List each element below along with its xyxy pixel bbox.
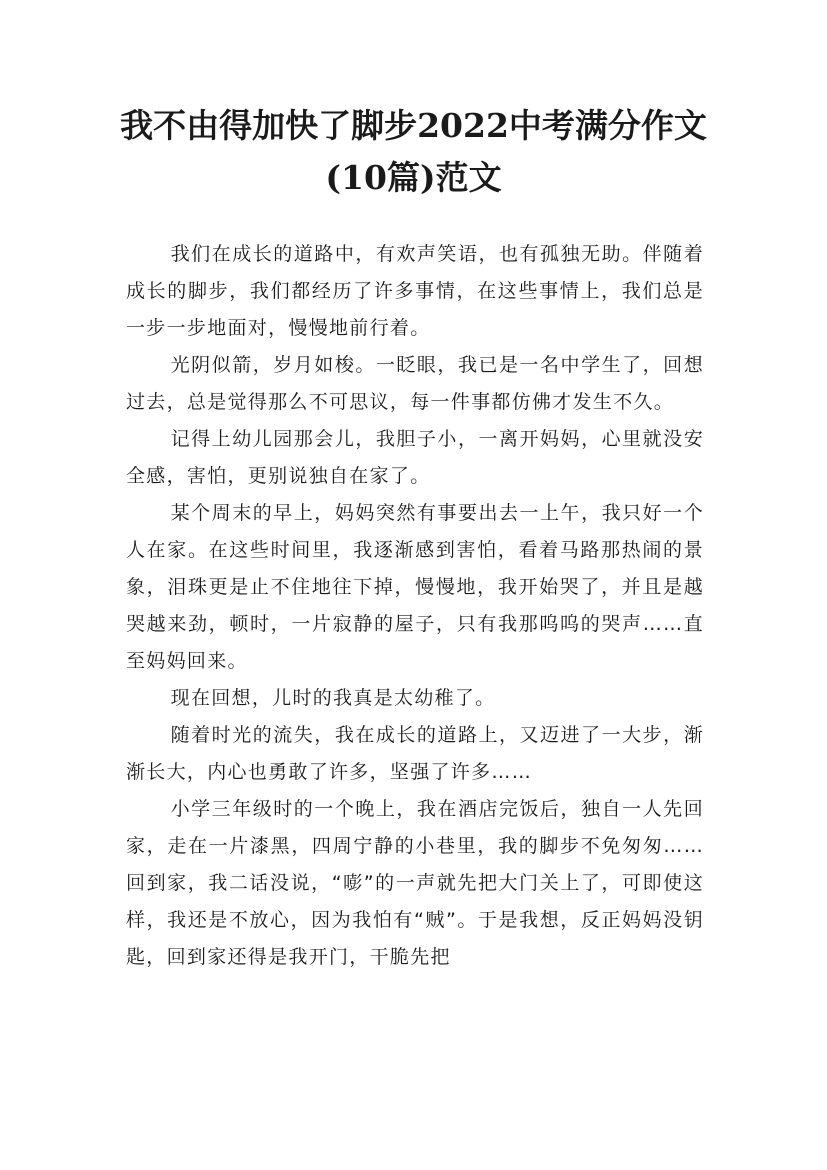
paragraph: 我们在成长的道路中，有欢声笑语，也有孤独无助。伴随着成长的脚步，我们都经历了许多事情，在这些事情上，我们总是一步一步地面对，慢慢地前行着。 (126, 243, 704, 339)
paragraph: 某个周末的早上，妈妈突然有事要出去一上午，我只好一个人在家。在这些时间里，我逐渐感到害怕，看着马路那热闹的景象，泪珠更是止不住地往下掉，慢慢地，我开始哭了，并且是越哭越来劲，顿时，一片寂静的屋子，只有我那呜呜的哭声……直至妈妈回来。 (126, 502, 704, 672)
document-body (126, 236, 704, 976)
document-title: 我不由得加快了脚步2022中考满分作文(10篇)范文 (120, 106, 707, 197)
paragraph: 随着时光的流失，我在成长的道路上，又迈进了一大步，渐渐长大，内心也勇敢了许多，坚强了许多…… (126, 724, 704, 783)
paragraph: 现在回想，儿时的我真是太幼稚了。 (170, 687, 496, 709)
paragraph: 小学三年级时的一个晚上，我在酒店完饭后，独自一人先回家，走在一片漆黑，四周宁静的小巷里，我的脚步不免匆匆……回到家，我二话没说，“嘭”的一声就先把大门关上了，可即使这样，我还是不放心，因为我怕有“贼”。于是我想，反正妈妈没钥匙，回到家还得是我开门，干脆先把 (126, 798, 704, 968)
paragraph: 记得上幼儿园那会儿，我胆子小，一离开妈妈，心里就没安全感，害怕，更别说独自在家了。 (126, 428, 704, 487)
paragraph: 光阴似箭，岁月如梭。一眨眼，我已是一名中学生了，回想过去，总是觉得那么不可思议，每一件事都仿佛才发生不久。 (126, 354, 704, 413)
